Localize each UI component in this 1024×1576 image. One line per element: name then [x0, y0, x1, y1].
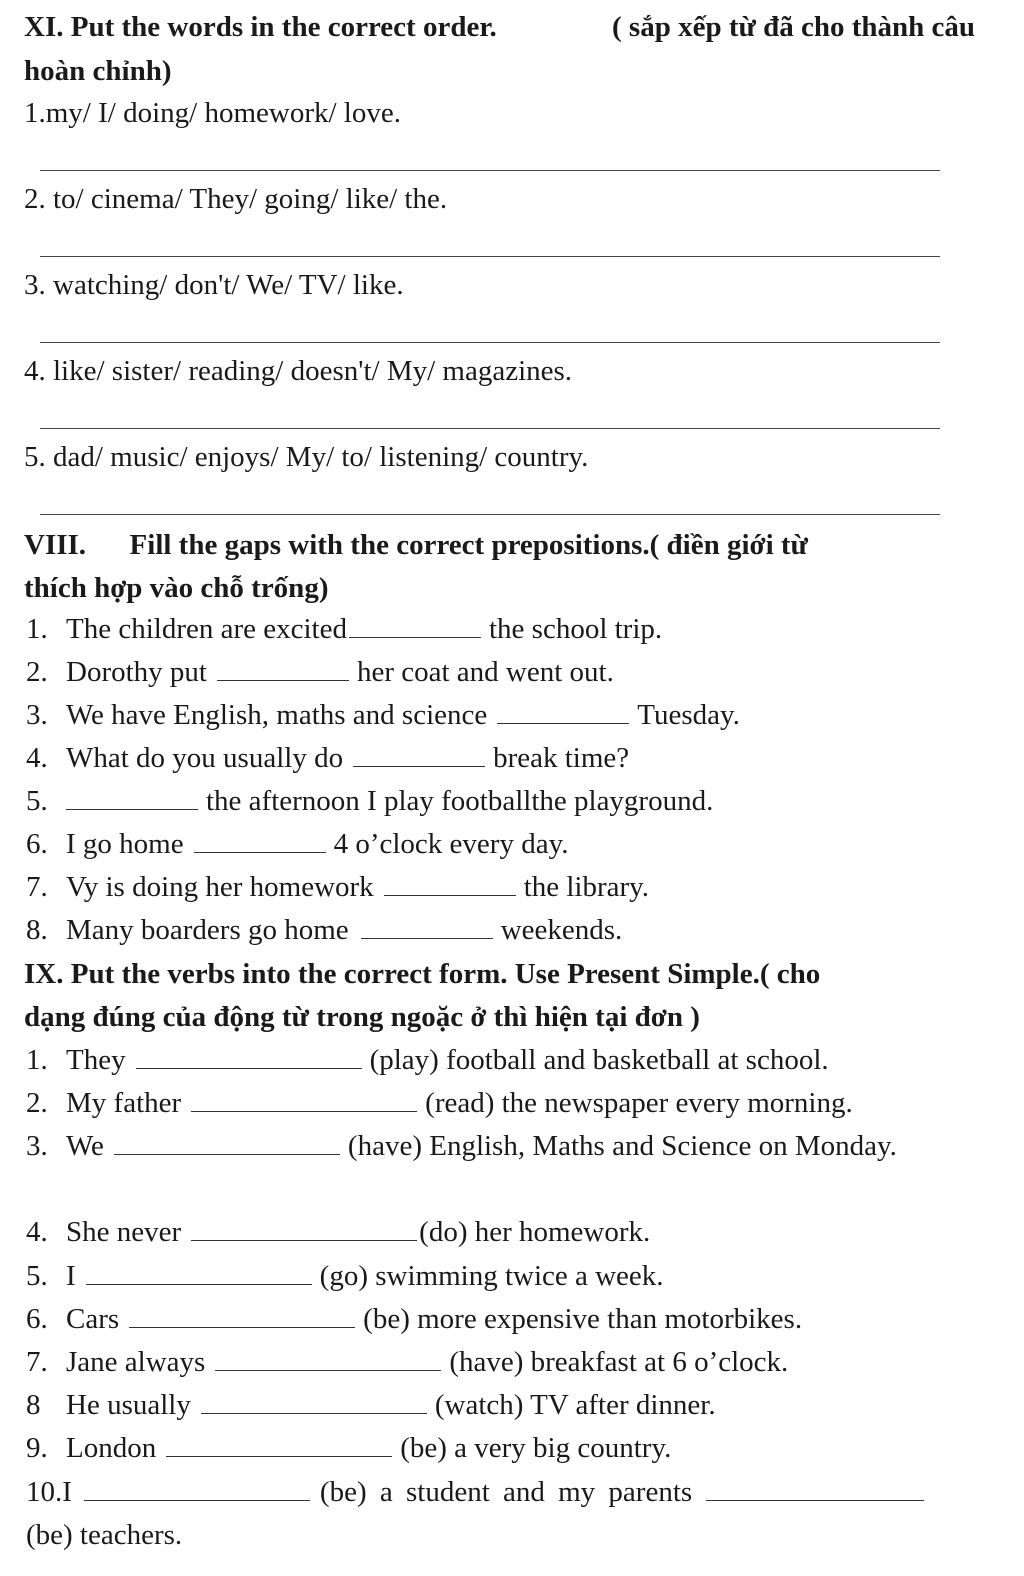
item-number: 6. — [26, 828, 48, 860]
reorder-item-5: 5. dad/ music/ enjoys/ My/ to/ listening/ country. — [24, 441, 589, 473]
answer-line-5[interactable] — [40, 514, 940, 515]
verb-blank[interactable] — [215, 1346, 441, 1371]
answer-line-1[interactable] — [40, 170, 940, 171]
verb-blank[interactable] — [114, 1130, 340, 1155]
verb-item-1 — [26, 1043, 829, 1077]
section-xi-heading-vi: ( sắp xếp từ đã cho thành câu — [612, 11, 976, 43]
item-text-after: (be) a very big country. — [400, 1432, 672, 1464]
item-text-after: 4 o’clock every day. — [333, 828, 569, 860]
section-viii-heading-cont: thích hợp vào chỗ trống) — [24, 572, 329, 604]
section-xi-title: XI. Put the words in the correct order. — [24, 11, 497, 43]
item-text-after: Tuesday. — [637, 699, 740, 731]
preposition-item-5 — [26, 784, 713, 818]
item-number: 8 — [26, 1389, 41, 1421]
preposition-item-1 — [26, 612, 662, 646]
item-text-after: weekends. — [500, 914, 623, 946]
reorder-item-4: 4. like/ sister/ reading/ doesn't/ My/ magazines. — [24, 355, 573, 387]
verb-item-10-cont: (be) teachers. — [26, 1519, 183, 1551]
item-number: 9. — [26, 1432, 48, 1464]
gap-blank[interactable] — [361, 914, 493, 939]
item-number: 7. — [26, 871, 48, 903]
item-number: 4. — [26, 742, 48, 774]
gap-blank[interactable] — [384, 871, 516, 896]
verb-item-6 — [26, 1302, 802, 1336]
preposition-item-6 — [26, 827, 568, 861]
answer-line-3[interactable] — [40, 342, 940, 343]
verb-item-8 — [26, 1388, 716, 1422]
item-text-middle: (be) a student and my parents — [319, 1476, 693, 1508]
section-ix-heading-cont: dạng đúng của động từ trong ngoặc ở thì hiện tại đơn ) — [24, 1001, 700, 1033]
item-number: 3. — [26, 699, 48, 731]
preposition-item-8 — [26, 913, 622, 947]
item-text-before: What do you usually do — [66, 742, 344, 774]
verb-item-5 — [26, 1259, 664, 1293]
gap-blank[interactable] — [194, 828, 326, 853]
item-text-before: We — [66, 1130, 104, 1162]
item-number: 4. — [26, 1216, 48, 1248]
item-text-before: The children are excited — [66, 613, 347, 645]
reorder-item-1: 1.my/ I/ doing/ homework/ love. — [24, 97, 401, 129]
item-text-before: London — [66, 1432, 157, 1464]
item-number: 10.I — [26, 1476, 72, 1508]
item-text-before: We have English, maths and science — [66, 699, 488, 731]
gap-blank[interactable] — [66, 785, 198, 810]
item-number: 6. — [26, 1303, 48, 1335]
verb-blank[interactable] — [166, 1432, 392, 1457]
item-text-after: (watch) TV after dinner. — [434, 1389, 716, 1421]
item-text-before: They — [66, 1044, 126, 1076]
item-text-after: (be) more expensive than motorbikes. — [363, 1303, 803, 1335]
item-number: 2. — [26, 1087, 48, 1119]
item-text-before: I — [66, 1260, 76, 1292]
preposition-item-4 — [26, 741, 629, 775]
section-xi-heading-cont: hoàn chỉnh) — [24, 55, 172, 87]
item-text-before: Many boarders go home — [66, 914, 349, 946]
item-number: 8. — [26, 914, 48, 946]
item-text-after: (have) English, Maths and Science on Monday. — [347, 1130, 897, 1162]
item-text-before: Dorothy put — [66, 656, 207, 688]
item-number: 5. — [26, 785, 48, 817]
section-xi-heading — [24, 10, 497, 44]
item-text-before: He usually — [66, 1389, 191, 1421]
item-number: 5. — [26, 1260, 48, 1292]
gap-blank[interactable] — [497, 699, 629, 724]
verb-blank[interactable] — [136, 1044, 362, 1069]
item-text-after: (do) her homework. — [419, 1216, 651, 1248]
item-text-after: (read) the newspaper every morning. — [425, 1087, 853, 1119]
reorder-item-3: 3. watching/ don't/ We/ TV/ like. — [24, 269, 404, 301]
item-text-after: the library. — [523, 871, 650, 903]
verb-blank[interactable] — [191, 1087, 417, 1112]
preposition-item-2 — [26, 655, 614, 689]
item-number: 3. — [26, 1130, 48, 1162]
preposition-item-3 — [26, 698, 740, 732]
item-number: 2. — [26, 656, 48, 688]
verb-item-7 — [26, 1345, 788, 1379]
gap-blank[interactable] — [217, 656, 349, 681]
item-text-after: (go) swimming twice a week. — [319, 1260, 664, 1292]
item-text-after: the school trip. — [488, 613, 663, 645]
item-text-after: (have) breakfast at 6 o’clock. — [449, 1346, 789, 1378]
item-number: 7. — [26, 1346, 48, 1378]
item-text-before: Jane always — [66, 1346, 206, 1378]
item-number: 1. — [26, 613, 48, 645]
item-text-before: Cars — [66, 1303, 120, 1335]
verb-blank[interactable] — [129, 1303, 355, 1328]
verb-item-10 — [26, 1475, 924, 1509]
verb-blank[interactable] — [201, 1389, 427, 1414]
gap-blank[interactable] — [349, 613, 481, 638]
verb-item-4 — [26, 1215, 650, 1249]
gap-blank[interactable] — [353, 742, 485, 767]
item-text-before: She never — [66, 1216, 182, 1248]
preposition-item-7 — [26, 870, 649, 904]
item-text-before: I go home — [66, 828, 184, 860]
verb-blank[interactable] — [84, 1476, 310, 1501]
verb-item-2 — [26, 1086, 853, 1120]
item-text-after: break time? — [493, 742, 630, 774]
section-ix-heading: IX. Put the verbs into the correct form. Use Present Simple.( cho — [24, 958, 821, 990]
reorder-item-2: 2. to/ cinema/ They/ going/ like/ the. — [24, 183, 448, 215]
item-text-after: the afternoon I play footballthe playground. — [206, 785, 714, 817]
item-text-after: her coat and went out. — [356, 656, 614, 688]
item-text-before: My father — [66, 1087, 182, 1119]
item-text-before: Vy is doing her homework — [66, 871, 374, 903]
item-number: 1. — [26, 1044, 48, 1076]
section-viii-heading: VIII. Fill the gaps with the correct prepositions.( điền giới từ — [24, 529, 808, 561]
answer-line-4[interactable] — [40, 428, 940, 429]
verb-item-9 — [26, 1431, 671, 1465]
item-text-after: (play) football and basketball at school. — [369, 1044, 829, 1076]
answer-line-2[interactable] — [40, 256, 940, 257]
verb-blank[interactable] — [706, 1476, 924, 1501]
verb-blank[interactable] — [86, 1260, 312, 1285]
verb-blank[interactable] — [191, 1216, 417, 1241]
verb-item-3 — [26, 1129, 897, 1163]
